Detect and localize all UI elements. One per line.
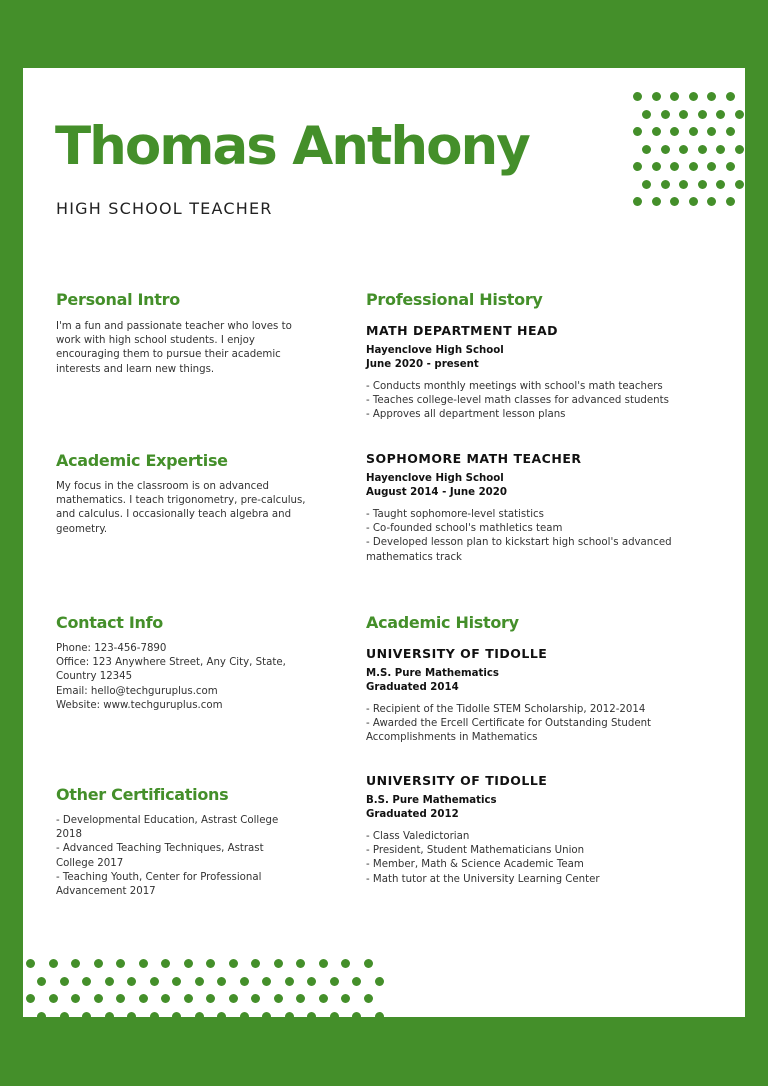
dot	[689, 162, 698, 171]
dot	[37, 1012, 46, 1018]
dot	[633, 92, 642, 101]
text-line: My focus in the classroom is on advanced	[56, 481, 269, 492]
dot	[707, 92, 716, 101]
text-line: mathematics. I teach trigonometry, pre-calculus,	[56, 495, 306, 507]
dot	[105, 1012, 114, 1018]
dot	[127, 977, 136, 986]
dot	[352, 977, 361, 986]
dot	[274, 994, 283, 1003]
dot	[240, 977, 249, 986]
dot	[330, 1012, 339, 1018]
dot	[642, 110, 651, 119]
bullet-item: mathematics track	[366, 551, 462, 563]
dot	[375, 977, 384, 986]
dot	[71, 994, 80, 1003]
dot	[229, 959, 238, 968]
dot	[217, 1012, 226, 1018]
dot	[161, 994, 170, 1003]
bullet-item: - Conducts monthly meetings with school's math teachers	[366, 381, 663, 392]
dot	[689, 92, 698, 101]
bullet-item: - Teaches college-level math classes for advanced students	[366, 395, 669, 407]
school-entry	[366, 773, 726, 887]
dot	[642, 145, 651, 154]
dot	[94, 959, 103, 968]
dot	[262, 1012, 271, 1018]
dot	[679, 110, 688, 119]
dot	[307, 1012, 316, 1018]
graduation-date: Graduated 2014	[366, 682, 459, 693]
dot	[661, 110, 670, 119]
dot	[642, 180, 651, 189]
text-line: interests and learn new things.	[56, 363, 215, 375]
dot	[670, 127, 679, 136]
job-entry	[366, 451, 726, 565]
bullet-item: - Recipient of the Tidolle STEM Scholarship, 2012-2014	[366, 704, 646, 715]
job-school: Hayenclove High School	[366, 473, 504, 484]
office-line: Country 12345	[56, 671, 133, 683]
bullet-item: - Co-founded school's mathletics team	[366, 523, 563, 535]
candidate-role: HIGH SCHOOL TEACHER	[56, 199, 273, 218]
dot	[726, 197, 735, 206]
dot	[670, 197, 679, 206]
job-dates: June 2020 - present	[366, 359, 479, 370]
dot	[217, 977, 226, 986]
dot	[661, 145, 670, 154]
dot	[94, 994, 103, 1003]
bullet-item: - Member, Math & Science Academic Team	[366, 859, 584, 871]
dot	[116, 959, 125, 968]
text-line: - Advanced Teaching Techniques, Astrast	[56, 843, 264, 855]
dot	[195, 977, 204, 986]
bullet-item: - Math tutor at the University Learning Center	[366, 873, 600, 885]
school-name: UNIVERSITY OF TIDOLLE	[366, 646, 548, 661]
dot	[698, 145, 707, 154]
dot	[60, 1012, 69, 1018]
job-title: MATH DEPARTMENT HEAD	[366, 323, 559, 338]
dot	[707, 162, 716, 171]
dot	[26, 959, 35, 968]
dot	[49, 994, 58, 1003]
personal-intro-text	[56, 320, 292, 377]
academic-history-heading: Academic History	[366, 613, 519, 632]
bullet-item: - Developed lesson plan to kickstart high school's advanced	[366, 537, 672, 549]
dot	[229, 994, 238, 1003]
dot	[364, 959, 373, 968]
dot	[274, 959, 283, 968]
text-line: - Teaching Youth, Center for Professional	[56, 871, 262, 883]
dot	[633, 127, 642, 136]
dot	[206, 959, 215, 968]
professional-history-heading: Professional History	[366, 290, 543, 309]
text-line: - Developmental Education, Astrast College	[56, 815, 279, 826]
personal-intro-heading: Personal Intro	[56, 290, 180, 309]
candidate-name: Thomas Anthony	[55, 116, 529, 177]
degree: B.S. Pure Mathematics	[366, 795, 497, 806]
dot	[341, 994, 350, 1003]
dot	[726, 127, 735, 136]
dot	[716, 145, 725, 154]
text-line: College 2017	[56, 857, 124, 869]
dot	[735, 180, 744, 189]
academic-expertise-heading: Academic Expertise	[56, 451, 228, 470]
dot	[172, 1012, 181, 1018]
dot	[364, 994, 373, 1003]
dot	[82, 977, 91, 986]
dot	[296, 994, 305, 1003]
dot	[726, 92, 735, 101]
dot	[319, 959, 328, 968]
dot	[105, 977, 114, 986]
dot	[341, 959, 350, 968]
bullet-item: Accomplishments in Mathematics	[366, 732, 538, 744]
dot	[285, 977, 294, 986]
dot	[689, 197, 698, 206]
dot	[652, 92, 661, 101]
dot	[698, 180, 707, 189]
dot	[262, 977, 271, 986]
dot	[652, 162, 661, 171]
dot	[127, 1012, 136, 1018]
job-bullets	[366, 508, 726, 565]
phone-line: Phone: 123-456-7890	[56, 643, 167, 654]
dot	[319, 994, 328, 1003]
text-line: 2018	[56, 829, 82, 841]
dot	[285, 1012, 294, 1018]
dot	[71, 959, 80, 968]
dot	[726, 162, 735, 171]
dot	[26, 994, 35, 1003]
other-certifications-text	[56, 814, 278, 899]
dot	[206, 994, 215, 1003]
dot	[195, 1012, 204, 1018]
dot	[698, 110, 707, 119]
dot	[184, 994, 193, 1003]
dot	[150, 977, 159, 986]
dot	[139, 959, 148, 968]
academic-expertise-text	[56, 480, 306, 537]
dot	[139, 994, 148, 1003]
dot	[633, 162, 642, 171]
dot	[150, 1012, 159, 1018]
job-dates: August 2014 - June 2020	[366, 487, 507, 498]
dot	[633, 197, 642, 206]
dot	[661, 180, 670, 189]
dot	[652, 127, 661, 136]
dot	[716, 180, 725, 189]
school-bullets	[366, 703, 726, 746]
school-name: UNIVERSITY OF TIDOLLE	[366, 773, 548, 788]
dot	[184, 959, 193, 968]
bullet-item: - President, Student Mathematicians Union	[366, 845, 585, 857]
dot	[679, 145, 688, 154]
dot	[670, 162, 679, 171]
dot	[375, 1012, 384, 1018]
dot	[82, 1012, 91, 1018]
job-bullets	[366, 380, 726, 423]
text-line: I'm a fun and passionate teacher who loves to	[56, 321, 292, 332]
dot	[49, 959, 58, 968]
school-bullets	[366, 830, 726, 887]
dot	[307, 977, 316, 986]
dot	[116, 994, 125, 1003]
text-line: and calculus. I occasionally teach algebra and	[56, 509, 292, 521]
degree: M.S. Pure Mathematics	[366, 668, 499, 679]
job-title: SOPHOMORE MATH TEACHER	[366, 451, 582, 466]
dot	[251, 994, 260, 1003]
resume-page	[23, 68, 745, 1017]
dot	[172, 977, 181, 986]
dot	[352, 1012, 361, 1018]
school-entry	[366, 646, 726, 746]
office-line: Office: 123 Anywhere Street, Any City, State,	[56, 657, 286, 669]
text-line: encouraging them to pursue their academic	[56, 349, 281, 361]
dot	[240, 1012, 249, 1018]
contact-info-text	[56, 642, 286, 713]
text-line: Advancement 2017	[56, 886, 156, 898]
contact-info-heading: Contact Info	[56, 613, 163, 632]
dot	[707, 127, 716, 136]
dot	[330, 977, 339, 986]
graduation-date: Graduated 2012	[366, 809, 459, 820]
dot	[161, 959, 170, 968]
email-line: Email: hello@techguruplus.com	[56, 685, 218, 697]
dot	[251, 959, 260, 968]
dot	[735, 110, 744, 119]
other-certifications-heading: Other Certifications	[56, 785, 229, 804]
website-line: Website: www.techguruplus.com	[56, 699, 223, 711]
bullet-item: - Awarded the Ercell Certificate for Outstanding Student	[366, 718, 652, 730]
dot	[37, 977, 46, 986]
bullet-item: - Approves all department lesson plans	[366, 409, 566, 421]
bullet-item: - Taught sophomore-level statistics	[366, 509, 544, 520]
dot	[652, 197, 661, 206]
job-entry	[366, 323, 726, 423]
dot	[670, 92, 679, 101]
bullet-item: - Class Valedictorian	[366, 831, 470, 842]
dot	[707, 197, 716, 206]
dot	[716, 110, 725, 119]
text-line: work with high school students. I enjoy	[56, 335, 255, 347]
dot	[735, 145, 744, 154]
dot	[296, 959, 305, 968]
dot	[689, 127, 698, 136]
dot	[60, 977, 69, 986]
job-school: Hayenclove High School	[366, 345, 504, 356]
text-line: geometry.	[56, 523, 108, 535]
dot	[679, 180, 688, 189]
